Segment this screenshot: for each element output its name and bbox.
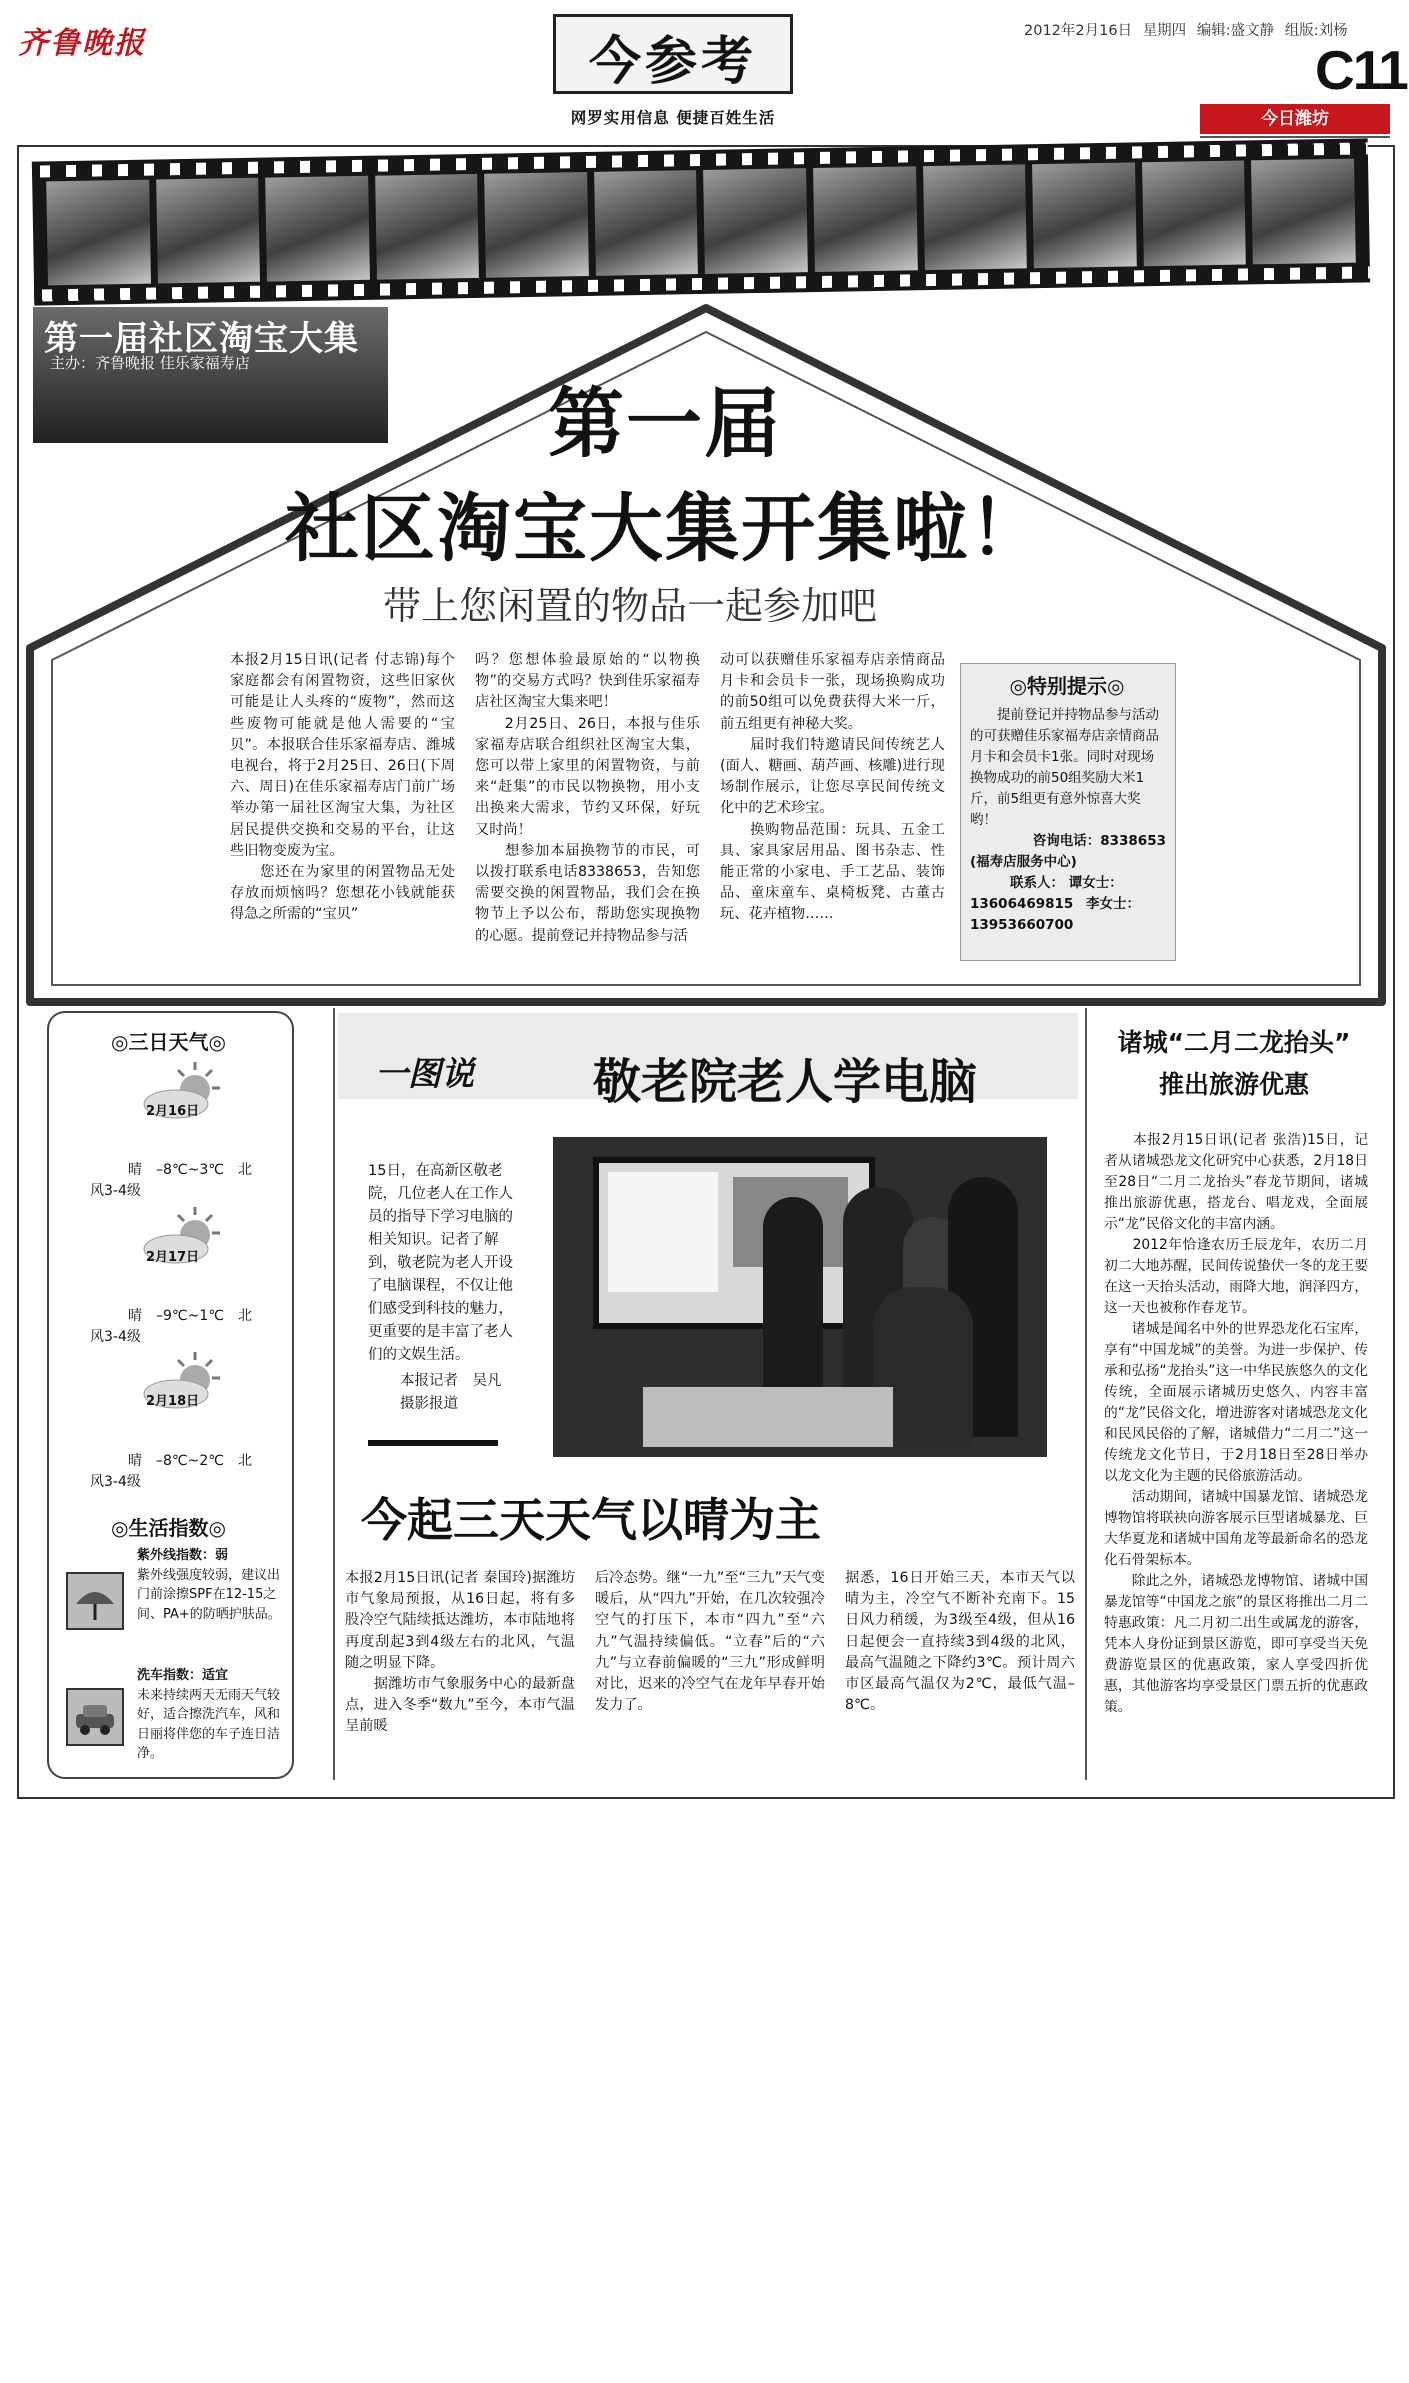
special-tip-text: 提前登记并持物品参与活动的可获赠佳乐家福寿店亲情商品月卡和会员卡1张。同时对现场换物成功的前50组奖励大米1斤，前5组更有意外惊喜大奖哟！ bbox=[970, 707, 1159, 828]
dragon-story-title-line1: 诸城“二月二龙抬头” bbox=[1117, 1028, 1351, 1057]
feature-column-1: 本报2月15日讯(记者 付志锦)每个家庭都会有闲置物资，这些旧家伙可能是让人头疼的“废物”，然而这些废物可能就是他人需要的“宝贝”。本报联合佳乐家福寿店、潍城电视台，将于2月25日、26日(下周六、周日)在佳乐家福寿店门前广场举办第一届社区淘宝大集，为社区居民提供交换和交易的平台，让这些旧物变废为宝。 您还在为家里的闲置物品无处存放而烦恼吗？您想花小钱就能获得急之所需的“宝贝” bbox=[230, 652, 455, 923]
weather-story-column-2: 后冷态势。继“一九”至“三九”天气变暖后，从“四九”开始，在几次较强冷空气的打压下，本市“四九”至“六九”气温持续偏低。“立春”后的“六九”与立春前偏暖的“三九”形成鲜明对比，迟来的冷空气在龙年早春开始发力了。 bbox=[595, 1570, 825, 1714]
special-tip-phone: 咨询电话：8338653 bbox=[1032, 833, 1166, 849]
photo-caption: 15日，在高新区敬老院，几位老人在工作人员的指导下学习电脑的相关知识。记者了解到，敬老院为老人开设了电脑课程，不仅让他们感受到科技的魅力，更重要的是丰富了老人们的文娱生活。 bbox=[368, 1163, 513, 1363]
weather-story-column-1: 本报2月15日讯(记者 秦国玲)据潍坊市气象局预报，从16日起，将有多股冷空气陆续抵达潍坊，本市陆地将再度刮起3到4级左右的北风，气温随之明显下降。 据潍坊市气象服务中心的最新盘点，进入冬季“数九”至今，本市气温呈前暖 bbox=[345, 1570, 575, 1735]
issue-date: 2012年2月16日 bbox=[1024, 23, 1133, 39]
weather-day-1-line2: 风3-4级 bbox=[90, 1183, 141, 1199]
special-tip-body bbox=[970, 705, 1166, 936]
column-tagline: 网罗实用信息 便捷百姓生活 bbox=[570, 109, 776, 127]
photo-story-label: 一图说 bbox=[375, 1054, 474, 1093]
photo-byline bbox=[400, 1370, 502, 1416]
weather-day-2-line1: 晴 –9℃~1℃ 北 bbox=[128, 1308, 252, 1324]
feature-subheadline: 带上您闲置的物品一起参加吧 bbox=[382, 584, 877, 628]
dragon-story-body: 本报2月15日讯(记者 张浩)15日，记者从诸城恐龙文化研究中心获悉，2月18日至28日“二月二龙抬头”春龙节期间，诸城推出旅游优惠，搭龙台、唱龙戏，全面展示“龙”民俗文化的丰富内涵。 2012年恰逢农历壬辰龙年，农历二月初二大地苏醒，民间传说蛰伏一冬的龙王要在这一天抬头活动，雨降大地，润泽四方，这一天也被称作春龙节。 诸城是闻名中外的世界恐龙化石宝库，享有“中国龙城”的美誉。为进一步保护、传承和弘扬“龙抬头”这一中华民族悠久的文化传统，全面展示诸城历史悠久、内容丰富的“龙”民俗文化，增进游客对诸城恐龙文化和民风民俗的了解，诸城借力“二月二”这一传统龙文化节日，于2月18日至28日举办以龙文化为主题的民俗旅游活动。 活动期间，诸城中国暴龙馆、诸城恐龙博物馆将联袂向游客展示巨型诸城暴龙、巨大华夏龙和诸城中国角龙等最新命名的恐龙化石骨架标本。 除此之外，诸城恐龙博物馆、诸城中国暴龙馆等“中国龙之旅”的景区将推出二月二特惠政策：凡二月初二出生或属龙的游客，凭本人身份证到景区游览，即可享受当天免费游览景区的优惠政策，家人享受四折优惠，其他游客均享受景区门票五折的优惠政策。 bbox=[1104, 1132, 1368, 1715]
page-number: C11 bbox=[1315, 39, 1407, 101]
uv-index-label: 紫外线指数：弱 bbox=[137, 1548, 229, 1563]
issue-weekday: 星期四 bbox=[1142, 23, 1187, 39]
newspaper-logo: 齐鲁晚报 bbox=[18, 26, 146, 61]
section-badge: 今日潍坊 bbox=[1200, 104, 1390, 134]
event-host: 主办：齐鲁晚报 佳乐家福寿店 bbox=[50, 354, 250, 372]
special-tip-contact-label: 联系人： bbox=[1010, 875, 1064, 891]
special-tip-title: ◎特别提示◎ bbox=[1009, 674, 1125, 698]
layout-credit: 组版:刘杨 bbox=[1284, 23, 1348, 39]
photo-story-title: 敬老院老人学电脑 bbox=[593, 1054, 978, 1110]
editor-credit: 编辑:盛文静 bbox=[1196, 23, 1275, 39]
special-tip-contact-1: 谭女士： bbox=[1068, 875, 1123, 891]
dragon-story-title-line2: 推出旅游优惠 bbox=[1158, 1070, 1309, 1099]
car-wash-label: 洗车指数：适宜 bbox=[137, 1668, 229, 1683]
dragon-story-title bbox=[1096, 1022, 1372, 1106]
vertical-divider bbox=[333, 1008, 335, 1780]
uv-index-text: 紫外线强度较弱，建议出门前涂擦SPF在12-15之间、PA+的防晒护肤品。 bbox=[137, 1567, 281, 1622]
photo-byline-note: 摄影报道 bbox=[400, 1396, 458, 1412]
weather-day-1-date: 2月16日 bbox=[146, 1104, 200, 1119]
special-tip-office: (福寿店服务中心) bbox=[970, 854, 1077, 870]
weather-day-2-line2: 风3-4级 bbox=[90, 1329, 141, 1345]
feature-headline-line1: 第一届 bbox=[548, 379, 782, 468]
feature-headline-line2: 社区淘宝大集开集啦！ bbox=[285, 486, 1045, 572]
vertical-divider bbox=[1085, 1008, 1087, 1780]
weather-story-column-3: 据悉，16日开始三天，本市天气以晴为主，冷空气不断补充南下。15日风力稍缓，为3级至4级，但从16日起便会一直持续3到4级的北风，最高气温随之下降约3℃。预计周六市区最高气温仅为2℃，最低气温–8℃。 bbox=[845, 1570, 1075, 1714]
weather-day-3-line1: 晴 –8℃~2℃ 北 bbox=[128, 1453, 252, 1469]
umbrella-icon bbox=[66, 1572, 124, 1630]
feature-column-3: 动可以获赠佳乐家福寿店亲情商品月卡和会员卡一张，现场换购成功的前50组可以免费获得大米一斤，前五组更有神秘大奖。 届时我们特邀请民间传统艺人(面人、糖画、葫芦画、核雕)进行现场制作展示，让您尽享民间传统文化中的艺术珍宝。 换购物品范围：玩具、五金工具、家具家居用品、图书杂志、性能正常的小家电、手工艺品、装饰品、童床童车、桌椅板凳、古董古玩、花卉植物…… bbox=[720, 652, 945, 923]
uv-index bbox=[137, 1546, 282, 1624]
special-tip-contact-row-2 bbox=[970, 894, 1166, 915]
weather-day-1-line1: 晴 –8℃~3℃ 北 bbox=[128, 1162, 252, 1178]
weather-day-3-line2: 风3-4级 bbox=[90, 1474, 141, 1490]
seniors-computer-photo bbox=[553, 1137, 1047, 1457]
feature-column-2: 吗？您想体验最原始的“以物换物”的交易方式吗？快到佳乐家福寿店社区淘宝大集来吧！ 2月25日、26日，本报与佳乐家福寿店联合组织社区淘宝大集，您可以带上家里的闲置物资，与前来“赶集”的市民以物换物，用小支出换来大需求，节约又环保，好玩又时尚！ 想参加本届换物节的市民，可以拨打联系电话8338653，告知您需要交换的闲置物品，我们会在换物节上予以公布，帮助您实现换物的心愿。提前登记并持物品参与活 bbox=[475, 652, 700, 944]
special-tip-contact-1-phone: 13606469815 bbox=[970, 896, 1074, 912]
weather-day-2-date: 2月17日 bbox=[146, 1250, 200, 1265]
special-tip-contact-2: 李女士： bbox=[1086, 896, 1141, 912]
event-title: 第一届社区淘宝大集 bbox=[44, 319, 359, 359]
car-wash-icon bbox=[66, 1688, 124, 1746]
caption-rule bbox=[368, 1440, 498, 1446]
special-tip-contact-2-phone: 13953660700 bbox=[970, 917, 1074, 933]
car-wash-text: 未来持续两天无雨天气较好，适合擦洗汽车，风和日丽将伴您的车子连日洁净。 bbox=[137, 1687, 281, 1761]
life-index-title: ◎生活指数◎ bbox=[111, 1516, 226, 1540]
photo-byline-reporter: 本报记者 吴凡 bbox=[400, 1373, 502, 1389]
weather-day-3-date: 2月18日 bbox=[146, 1394, 200, 1409]
special-tip-contact-row-1 bbox=[970, 873, 1166, 894]
car-wash-index bbox=[137, 1666, 282, 1764]
column-title: 今参考 bbox=[588, 31, 757, 92]
weather-story-headline: 今起三天天气以晴为主 bbox=[361, 1493, 821, 1547]
weather-title: ◎三日天气◎ bbox=[111, 1030, 226, 1054]
